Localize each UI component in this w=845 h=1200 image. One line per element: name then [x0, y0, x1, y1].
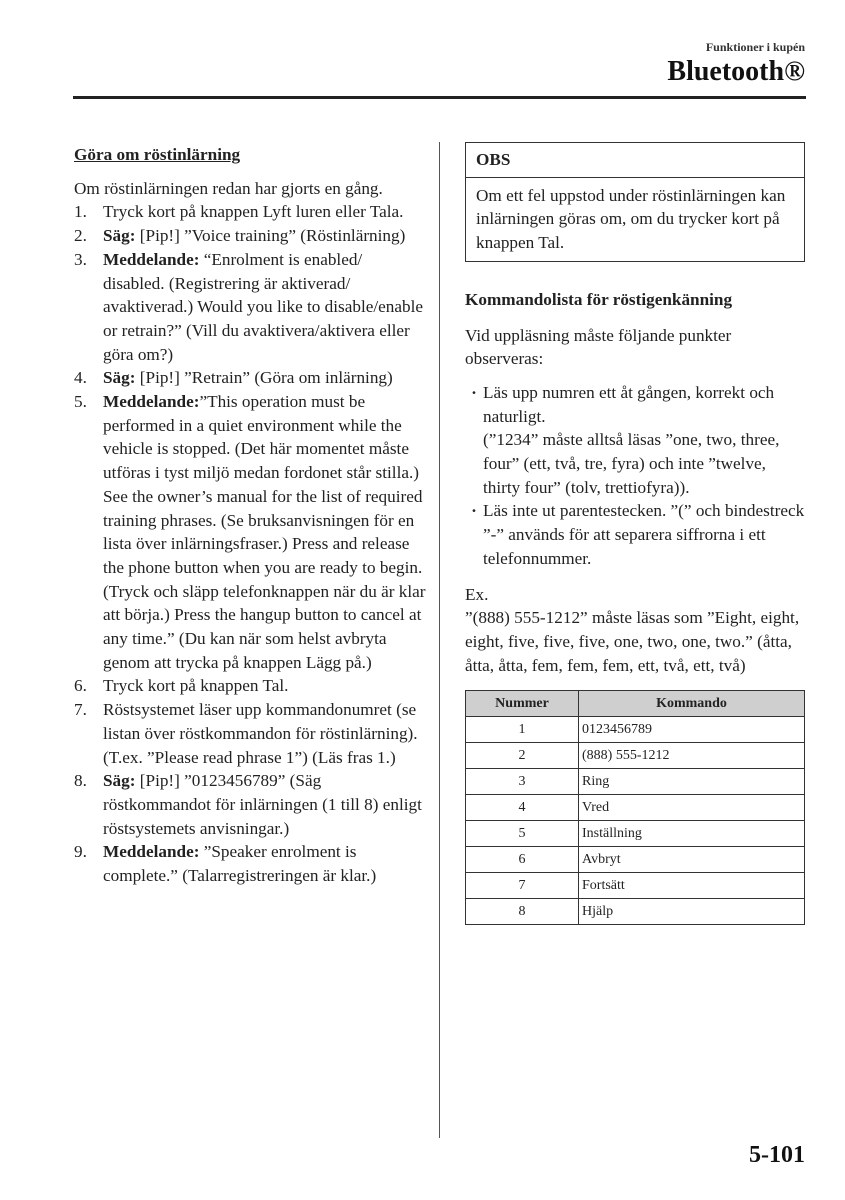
step-text: ”Speaker enrolment is complete.” (Talarregistreringen är klar.) — [103, 842, 377, 886]
cell-command: Fortsätt — [579, 873, 805, 899]
bullet-body — [483, 499, 805, 570]
step-item — [74, 200, 426, 224]
step-number: 8. — [74, 771, 87, 791]
example-text: ”(888) 555-1212” måste läsas som ”Eight, eight, eight, five, five, five, one, two, one, two.” (åtta, åtta, åtta, fem, fem, fem, ett, två, ett, två) — [465, 608, 800, 675]
column-header-number: Nummer — [466, 691, 579, 717]
page-number: 5-101 — [749, 1142, 805, 1168]
cell-command: 0123456789 — [579, 717, 805, 743]
step-number: 9. — [74, 842, 87, 862]
step-item — [74, 840, 426, 887]
step-text: Röstsystemet läser upp kommandonumret (se listan över röstkommandon för röstinlärning). (T.ex. ”Please read phrase 1”) (Läs fras 1.) — [103, 700, 418, 767]
bullet-item — [465, 381, 805, 500]
right-column — [465, 142, 805, 925]
step-number: 7. — [74, 700, 87, 720]
step-label: Meddelande: — [103, 842, 200, 862]
cell-number: 4 — [466, 795, 579, 821]
step-label: Meddelande: — [103, 249, 200, 269]
step-text: “Enrolment is enabled/ disabled. (Registrering är aktiverad/ avaktiverad.) Would you like to disable/enable or retrain?” (Vill du avaktivera/aktivera eller göra om?) — [103, 249, 423, 364]
column-divider — [439, 142, 440, 1138]
cell-number: 6 — [466, 847, 579, 873]
bullet-text: Läs inte ut parentestecken. ”(” och bindestreck ”-” används för att separera siffrorna i ett telefonnummer. — [483, 501, 805, 568]
table-row — [466, 899, 805, 925]
cell-number: 7 — [466, 873, 579, 899]
step-text: [Pip!] ”Retrain” (Göra om inlärning) — [135, 368, 393, 388]
command-table — [465, 690, 805, 925]
cell-number: 5 — [466, 821, 579, 847]
bullet-item — [465, 499, 805, 570]
table-header-row — [466, 691, 805, 717]
table-row — [466, 717, 805, 743]
cell-command: Inställning — [579, 821, 805, 847]
step-label: Säg: — [103, 771, 136, 791]
step-number: 6. — [74, 676, 87, 696]
step-item — [74, 698, 426, 769]
bullet-body — [483, 381, 805, 500]
step-text: [Pip!] ”0123456789” (Säg röstkommandot för inlärningen (1 till 8) enligt röstsystemets anvisningar.) — [103, 771, 422, 838]
cell-number: 3 — [466, 769, 579, 795]
step-label: Säg: — [103, 368, 136, 388]
cell-number: 8 — [466, 899, 579, 925]
cell-command: Hjälp — [579, 899, 805, 925]
page-title: Bluetooth® — [667, 56, 805, 87]
step-body — [103, 674, 426, 698]
steps-list — [74, 200, 426, 887]
cell-command: Ring — [579, 769, 805, 795]
step-number: 3. — [74, 249, 87, 269]
cell-command: (888) 555-1212 — [579, 743, 805, 769]
intro-paragraph: Om röstinlärningen redan har gjorts en gång. — [74, 178, 383, 198]
cell-number: 1 — [466, 717, 579, 743]
step-item — [74, 390, 426, 674]
bullet-dot: · — [471, 501, 477, 521]
step-number: 5. — [74, 392, 87, 412]
step-label: Säg: — [103, 226, 136, 246]
cell-command: Avbryt — [579, 847, 805, 873]
command-list-heading: Kommandolista för röstigenkänning — [465, 289, 733, 309]
bullet-text: Läs upp numren ett åt gången, korrekt och naturligt. — [483, 382, 775, 426]
step-item — [74, 224, 426, 248]
step-body — [103, 698, 426, 769]
step-text: [Pip!] ”Voice training” (Röstinlärning) — [135, 226, 406, 246]
step-number: 1. — [74, 202, 87, 222]
step-text: ”This operation must be performed in a quiet environment while the vehicle is stopped. (Det här momentet måste utföras i tyst miljö medan fordonet står stilla.) See the owner’s manual for the list of required training phrases. (Se bruksanvisningen för en lista över inlärningsfraser.) Press and release the phone button when you are ready to begin. (Tryck och släpp telefonknappen när du är klar att börja.) Press the hangup button to cancel at any time.” (Du kan när som helst avbryta genom att trycka på knappen Lägg på.) — [103, 392, 426, 672]
step-text: Tryck kort på knappen Tal. — [103, 676, 289, 696]
step-number: 4. — [74, 368, 87, 388]
table-row — [466, 769, 805, 795]
rules-list — [465, 381, 805, 571]
table-row — [466, 821, 805, 847]
step-body — [103, 248, 426, 367]
step-item — [74, 769, 426, 840]
header-rule — [73, 96, 806, 99]
step-body — [103, 366, 426, 390]
example-label: Ex. — [465, 584, 489, 604]
obs-body: Om ett fel uppstod under röstinlärningen kan inlärningen göras om, om du trycker kort på knappen Tal. — [476, 185, 786, 253]
step-body — [103, 769, 426, 840]
command-list-intro: Vid uppläsning måste följande punkter observeras: — [465, 325, 732, 369]
step-body — [103, 200, 426, 224]
obs-title: OBS — [466, 143, 804, 178]
table-row — [466, 795, 805, 821]
bullet-subtext: (”1234” måste alltså läsas ”one, two, three, four” (ett, två, tre, fyra) och inte ”twelve, thirty four” (tolv, trettiofyra)). — [483, 430, 780, 497]
table-row — [466, 873, 805, 899]
step-number: 2. — [74, 226, 87, 246]
step-text: Tryck kort på knappen Lyft luren eller Tala. — [103, 202, 404, 222]
step-item — [74, 248, 426, 367]
step-label: Meddelande: — [103, 392, 200, 412]
step-body — [103, 840, 426, 887]
cell-command: Vred — [579, 795, 805, 821]
step-body — [103, 390, 426, 674]
step-item — [74, 366, 426, 390]
cell-number: 2 — [466, 743, 579, 769]
table-row — [466, 847, 805, 873]
left-column — [74, 143, 426, 888]
obs-note-box — [465, 142, 805, 262]
section-name: Funktioner i kupén — [705, 40, 805, 54]
column-header-command: Kommando — [579, 691, 805, 717]
table-row — [466, 743, 805, 769]
section-heading: Göra om röstinlärning — [74, 145, 241, 164]
step-body — [103, 224, 426, 248]
bullet-dot: · — [471, 382, 477, 402]
step-item — [74, 674, 426, 698]
